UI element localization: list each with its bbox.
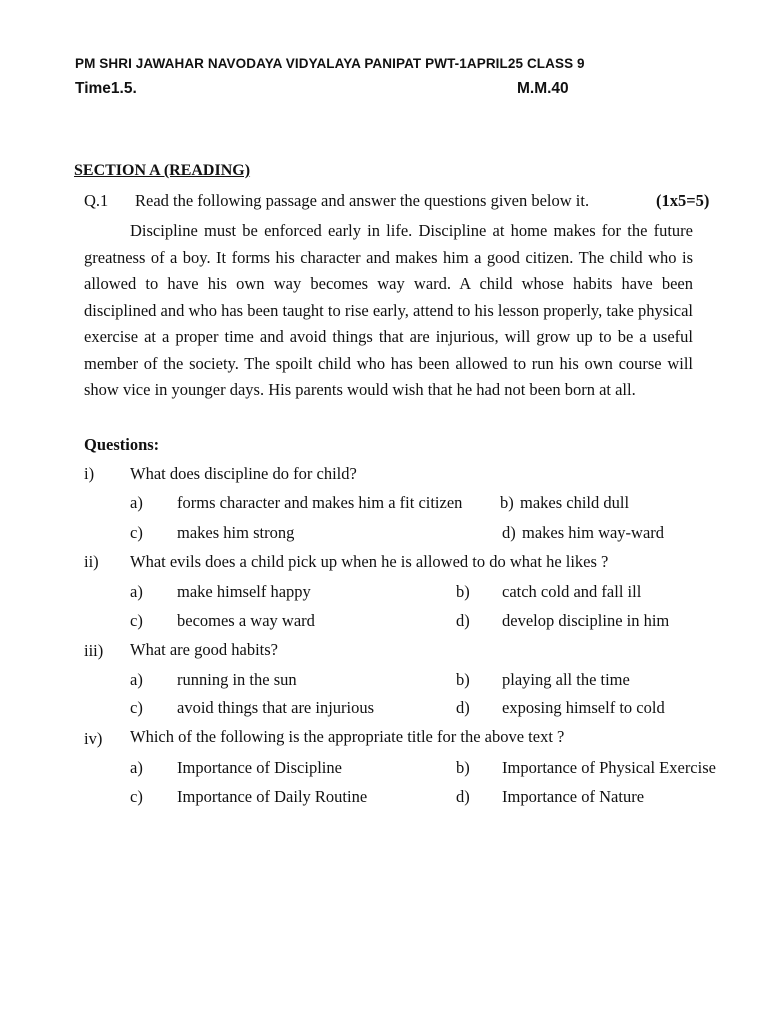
option-label: c) xyxy=(130,523,143,542)
option-label: d) xyxy=(456,698,470,717)
option-text: Importance of Physical Exercise xyxy=(502,758,716,777)
option-text: develop discipline in him xyxy=(502,611,670,630)
option-label: b) xyxy=(500,493,514,512)
option-text: Importance of Discipline xyxy=(177,758,342,777)
mcq-number: iii) xyxy=(84,641,104,660)
exam-time: Time1.5. xyxy=(75,80,137,97)
questions-heading: Questions: xyxy=(84,435,160,454)
option-label: d) xyxy=(456,787,470,806)
option-text: makes him way-ward xyxy=(522,523,665,542)
option-label: a) xyxy=(130,493,143,512)
option-label: c) xyxy=(130,698,143,717)
option-label: b) xyxy=(456,758,470,777)
option-text: forms character and makes him a fit citizen xyxy=(177,493,463,512)
option-text: Importance of Nature xyxy=(502,787,645,806)
reading-passage: Discipline must be enforced early in life. Discipline at home makes for the future greatness of a boy. It forms his character and makes him a good citizen. The child who is allowed to have his own way becomes way ward. A child whose habits have been disciplined and who has been taught to rise early, attend to his lesson properly, take physical exercise at a proper time and avoid things that are injurious, will grow up to be a useful member of the society. The spoilt child who has been allowed to run his own course will show vice in younger days. His parents would wish that he had not been born at all. xyxy=(84,221,693,399)
question-number: Q.1 xyxy=(84,191,109,210)
option-text: running in the sun xyxy=(177,670,297,689)
option-text: makes child dull xyxy=(520,493,630,512)
option-label: b) xyxy=(456,670,470,689)
mcq-number: i) xyxy=(84,464,95,483)
option-text: make himself happy xyxy=(177,582,311,601)
option-text: becomes a way ward xyxy=(177,611,315,630)
mcq-number: iv) xyxy=(84,729,103,748)
option-text: Importance of Daily Routine xyxy=(177,787,368,806)
option-label: b) xyxy=(456,582,470,601)
option-label: c) xyxy=(130,611,143,630)
school-header: PM SHRI JAWAHAR NAVODAYA VIDYALAYA PANIPAT PWT-1APRIL25 CLASS 9 xyxy=(75,56,585,71)
option-label: a) xyxy=(130,758,143,777)
option-label: a) xyxy=(130,582,143,601)
mcq-question: What are good habits? xyxy=(130,640,278,659)
option-text: playing all the time xyxy=(502,670,630,689)
option-label: d) xyxy=(456,611,470,630)
section-title: SECTION A (READING) xyxy=(74,162,251,179)
option-label: a) xyxy=(130,670,143,689)
option-label: c) xyxy=(130,787,143,806)
mcq-question: What evils does a child pick up when he is allowed to do what he likes ? xyxy=(130,552,609,571)
mcq-question: Which of the following is the appropriate title for the above text ? xyxy=(130,727,565,746)
option-text: makes him strong xyxy=(177,523,295,542)
mcq-question: What does discipline do for child? xyxy=(130,464,357,483)
question-marks: (1x5=5) xyxy=(656,191,710,210)
option-text: catch cold and fall ill xyxy=(502,582,642,601)
option-text: avoid things that are injurious xyxy=(177,698,375,717)
question-instruction: Read the following passage and answer the questions given below it. xyxy=(135,191,590,210)
option-label: d) xyxy=(502,523,516,542)
mcq-number: ii) xyxy=(84,552,99,571)
option-text: exposing himself to cold xyxy=(502,698,665,717)
max-marks: M.M.40 xyxy=(517,80,569,97)
